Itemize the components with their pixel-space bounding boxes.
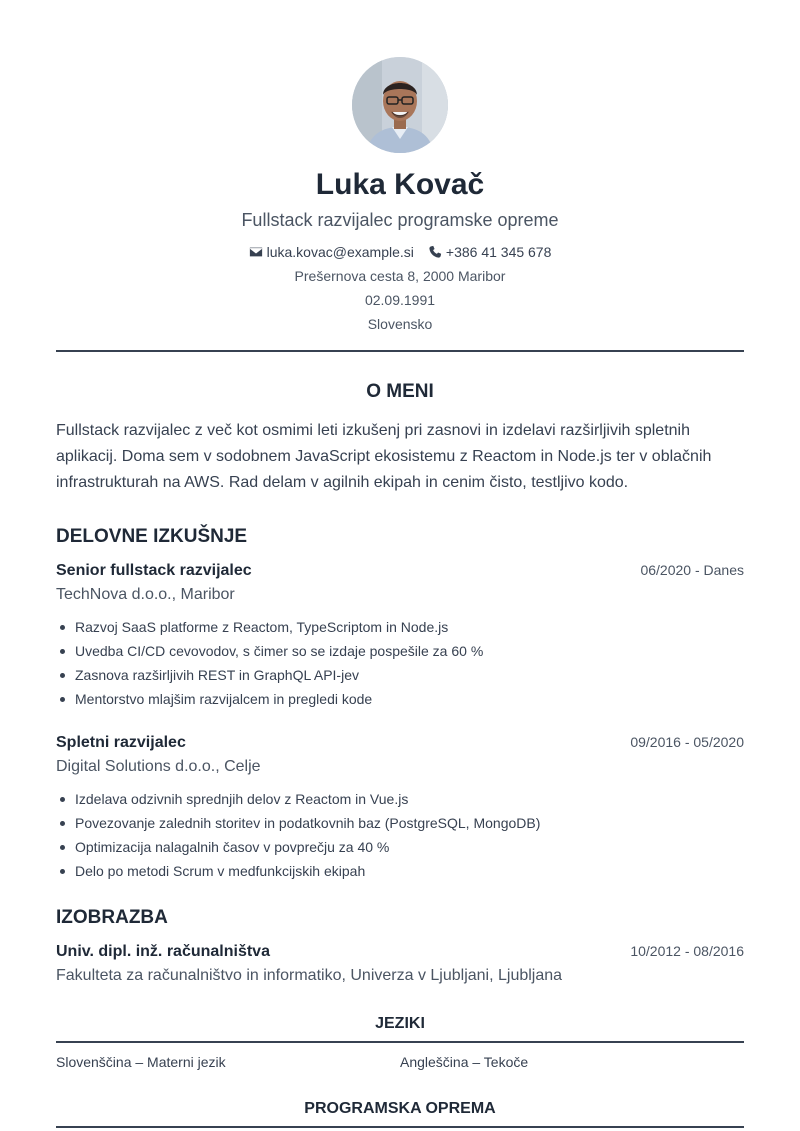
degree: Univ. dipl. inž. računalništva bbox=[56, 943, 270, 960]
about-title: O MENI bbox=[366, 381, 434, 402]
address: Prešernova cesta 8, 2000 Maribor bbox=[294, 268, 506, 284]
avatar bbox=[352, 57, 448, 153]
software-section bbox=[56, 1099, 744, 1128]
language-item: Slovenščina – Materni jezik bbox=[56, 1054, 226, 1070]
job-title: Fullstack razvijalec programske opreme bbox=[241, 210, 559, 230]
birthdate: 02.09.1991 bbox=[364, 292, 436, 308]
job-date: 06/2020 - Danes bbox=[640, 562, 744, 578]
list-item: Optimizacija nalagalnih časov v povprečju za 40 % bbox=[58, 835, 744, 859]
about-section bbox=[56, 380, 744, 496]
envelope-icon bbox=[249, 245, 263, 259]
software-divider bbox=[56, 1126, 744, 1128]
list-item: Povezovanje zalednih storitev in podatkovnih baz (PostgreSQL, MongoDB) bbox=[58, 811, 744, 835]
languages-section bbox=[56, 1014, 744, 1071]
list-item: Izdelava odzivnih sprednjih delov z Reactom in Vue.js bbox=[58, 787, 744, 811]
avatar-photo bbox=[352, 57, 448, 153]
job-entry bbox=[56, 561, 744, 711]
job-date: 09/2016 - 05/2020 bbox=[630, 734, 744, 750]
software-title: PROGRAMSKA OPREMA bbox=[304, 1100, 496, 1117]
job-entry bbox=[56, 733, 744, 883]
school: Fakulteta za računalništvo in informatiko, Univerza v Ljubljani, Ljubljana bbox=[56, 967, 563, 984]
about-text: Fullstack razvijalec z več kot osmimi leti izkušenj pri zasnovi in izdelavi razširljivih spletnih aplikacij. Doma sem v sodobnem JavaScript ekosistemu z Reactom in Node.js ter v oblačnih infrastrukturah na AWS. Rad delam v agilnih ekipah in cenim čisto, testljivo kodo. bbox=[56, 422, 712, 491]
list-item: Uvedba CI/CD cevovodov, s čimer so se izdaje pospešile za 60 % bbox=[58, 639, 744, 663]
resume-header bbox=[56, 0, 744, 333]
languages-divider bbox=[56, 1041, 744, 1043]
email-text: luka.kovac@example.si bbox=[266, 244, 414, 260]
education-entry bbox=[56, 942, 744, 986]
header-divider bbox=[56, 350, 744, 352]
phone-contact[interactable] bbox=[428, 243, 552, 261]
email-contact[interactable] bbox=[249, 243, 414, 261]
job-role: Senior fullstack razvijalec bbox=[56, 562, 252, 579]
person-name: Luka Kovač bbox=[315, 168, 485, 201]
languages-title: JEZIKI bbox=[375, 1015, 425, 1032]
list-item: Delo po metodi Scrum v medfunkcijskih ekipah bbox=[58, 859, 744, 883]
phone-text: +386 41 345 678 bbox=[445, 244, 552, 260]
education-date: 10/2012 - 08/2016 bbox=[630, 943, 744, 959]
job-company: Digital Solutions d.o.o., Celje bbox=[56, 758, 261, 775]
job-role: Spletni razvijalec bbox=[56, 734, 186, 751]
experience-section bbox=[56, 525, 744, 883]
education-title: IZOBRAZBA bbox=[56, 907, 168, 928]
experience-title: DELOVNE IZKUŠNJE bbox=[56, 526, 248, 547]
languages-list bbox=[56, 1053, 744, 1071]
job-bullets bbox=[56, 615, 744, 711]
job-company: TechNova d.o.o., Maribor bbox=[56, 586, 235, 603]
list-item: Razvoj SaaS platforme z Reactom, TypeScriptom in Node.js bbox=[58, 615, 744, 639]
language-item: Angleščina – Tekoče bbox=[400, 1054, 529, 1070]
list-item: Zasnova razširljivih REST in GraphQL API-jev bbox=[58, 663, 744, 687]
list-item: Mentorstvo mlajšim razvijalcem in pregledi kode bbox=[58, 687, 744, 711]
job-bullets bbox=[56, 787, 744, 883]
phone-icon bbox=[428, 245, 442, 259]
education-section bbox=[56, 906, 744, 986]
contact-row bbox=[56, 243, 744, 261]
country: Slovensko bbox=[367, 316, 433, 332]
